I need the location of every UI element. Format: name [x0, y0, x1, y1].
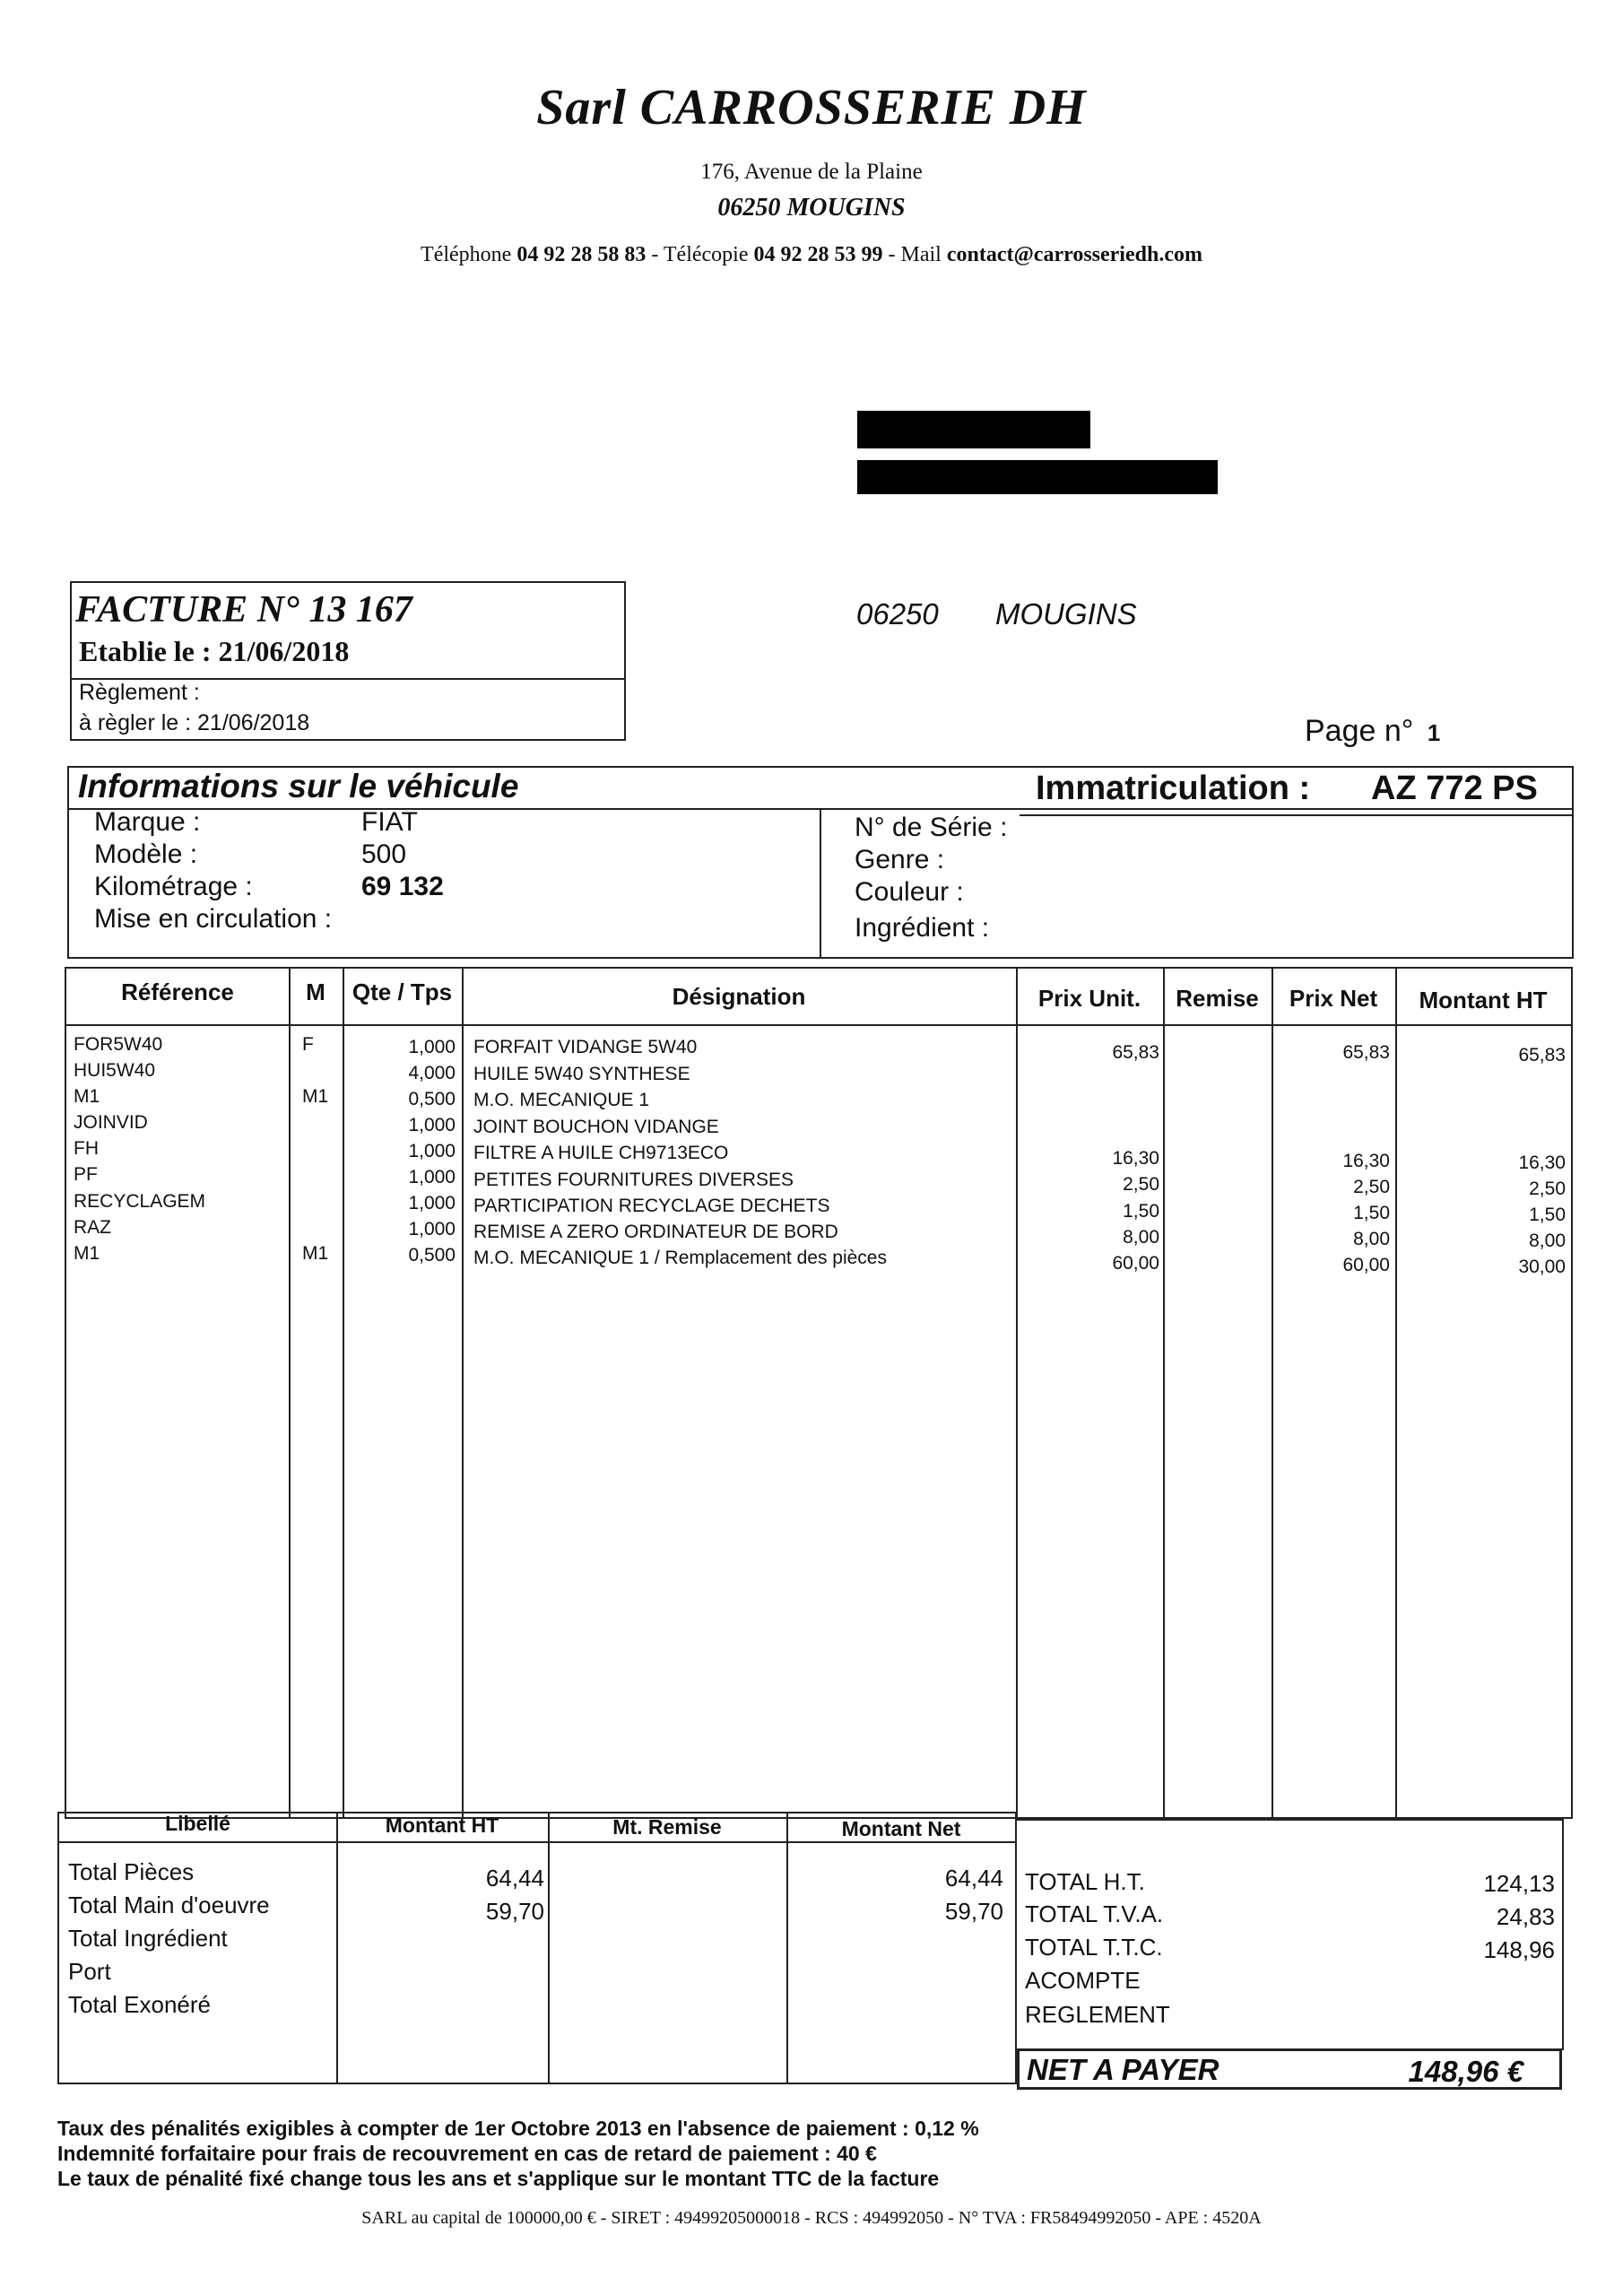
totals-label: TOTAL T.V.A. [1025, 1900, 1164, 1927]
row-designation: HUILE 5W40 SYNTHESE [473, 1064, 690, 1084]
row-prix-unit: 1,50 [1123, 1201, 1159, 1222]
summary-label: Total Main d'oeuvre [68, 1892, 270, 1918]
row-m: M1 [302, 1243, 329, 1264]
header-remise: Remise [1176, 985, 1259, 1012]
row-designation: M.O. MECANIQUE 1 [473, 1090, 650, 1110]
row-qte: 4,000 [408, 1063, 456, 1083]
page-label: Page n° [1305, 714, 1414, 748]
row-prix-unit: 60,00 [1112, 1253, 1159, 1274]
lines-header-divider [66, 1024, 1571, 1026]
vehicle-section-title: Informations sur le véhicule [78, 768, 519, 804]
row-designation: JOINT BOUCHON VIDANGE [473, 1117, 719, 1137]
row-designation: M.O. MECANIQUE 1 / Remplacement des pièces [473, 1248, 887, 1268]
row-designation: FORFAIT VIDANGE 5W40 [473, 1037, 698, 1057]
recipient-postcode: 06250 [856, 597, 939, 631]
row-ref: JOINVID [74, 1112, 148, 1133]
row-qte: 0,500 [408, 1089, 456, 1109]
summary-col-line-2 [548, 1813, 550, 2083]
row-montant-ht: 65,83 [1518, 1045, 1566, 1065]
page-value: 1 [1427, 719, 1441, 746]
net-a-payer-value: 148,96 € [1408, 2055, 1523, 2088]
summary-label: Total Pièces [68, 1858, 195, 1885]
company-address-line1: 176, Avenue de la Plaine [700, 160, 923, 184]
km-value: 69 132 [361, 872, 444, 901]
row-ref: FOR5W40 [74, 1034, 163, 1055]
row-m: F [302, 1034, 314, 1055]
redaction-bar-2 [857, 460, 1218, 494]
fax-value: 04 92 28 53 99 [753, 243, 883, 266]
invoice-box [70, 581, 626, 741]
penalty-change-note: Le taux de pénalité fixé change tous les ans et s'applique sur le montant TTC de la facture [57, 2167, 940, 2190]
modele-value: 500 [361, 839, 407, 869]
summary-header-montant-net: Montant Net [841, 1817, 961, 1840]
header-m: M [306, 978, 325, 1005]
row-prix-net: 1,50 [1353, 1203, 1390, 1223]
row-qte: 1,000 [408, 1193, 456, 1213]
marque-value: FIAT [361, 807, 418, 837]
serie-label: N° de Série : [855, 813, 1008, 842]
couleur-label: Couleur : [855, 877, 964, 907]
km-label: Kilométrage : [94, 872, 253, 901]
row-prix-unit: 8,00 [1123, 1227, 1159, 1248]
penalty-rate-note: Taux des pénalités exigibles à compter de 1er Octobre 2013 en l'absence de paiement : 0,12 % [57, 2117, 979, 2140]
row-ref: M1 [74, 1243, 100, 1264]
totals-value: 124,13 [1483, 1870, 1555, 1897]
col-line-m [289, 969, 291, 1817]
row-ref: PF [74, 1164, 98, 1185]
immat-value: AZ 772 PS [1371, 770, 1538, 807]
totals-label: TOTAL T.T.C. [1025, 1934, 1163, 1961]
col-line-remise [1163, 969, 1165, 1817]
col-line-pu [1016, 969, 1018, 1817]
row-designation: REMISE A ZERO ORDINATEUR DE BORD [473, 1222, 838, 1242]
row-m: M1 [302, 1086, 329, 1107]
row-montant-ht: 2,50 [1529, 1178, 1566, 1199]
summary-header-montant-ht: Montant HT [385, 1813, 499, 1837]
mail-value: contact@carrosseriedh.com [946, 243, 1202, 266]
col-line-pn [1271, 969, 1273, 1817]
company-contact-line [0, 243, 1623, 267]
row-qte: 1,000 [408, 1141, 456, 1161]
summary-montant-net: 64,44 [944, 1865, 1003, 1892]
row-designation: FILTRE A HUILE CH9713ECO [473, 1143, 729, 1163]
summary-header-remise: Mt. Remise [612, 1815, 722, 1839]
row-ref: RECYCLAGEM [74, 1191, 206, 1212]
summary-label: Total Exonéré [68, 1991, 211, 2018]
invoice-title: FACTURE N° 13 167 [75, 589, 412, 631]
header-qte: Qte / Tps [352, 978, 453, 1005]
recovery-fee-note: Indemnité forfaitaire pour frais de recouvrement en cas de retard de paiement : 40 € [57, 2142, 877, 2165]
reglement-label: Règlement : [79, 680, 200, 705]
totals-label: TOTAL H.T. [1025, 1868, 1145, 1895]
summary-header-divider [59, 1841, 1015, 1843]
legal-mentions: SARL au capital de 100000,00 € - SIRET : 49499205000018 - RCS : 494992050 - N° TVA : FR58494992050 - APE : 4520A [361, 2208, 1262, 2228]
row-montant-ht: 1,50 [1529, 1205, 1566, 1225]
recipient-city: MOUGINS [995, 597, 1137, 631]
modele-label: Modèle : [94, 839, 198, 869]
row-montant-ht: 16,30 [1518, 1152, 1566, 1173]
net-a-payer-label: NET A PAYER [1027, 2053, 1219, 2086]
summary-montant-ht: 59,70 [485, 1898, 544, 1925]
row-designation: PETITES FOURNITURES DIVERSES [473, 1170, 794, 1190]
row-montant-ht: 30,00 [1518, 1257, 1566, 1277]
col-line-des [462, 969, 464, 1817]
row-prix-unit: 2,50 [1123, 1174, 1159, 1195]
row-prix-net: 16,30 [1342, 1151, 1390, 1171]
header-reference: Référence [121, 978, 234, 1005]
col-line-mht [1395, 969, 1397, 1817]
ingredient-label: Ingrédient : [855, 913, 990, 943]
marque-label: Marque : [94, 807, 201, 837]
net-a-payer-box [1017, 2048, 1562, 2090]
row-prix-net: 2,50 [1353, 1177, 1390, 1197]
header-prix-net: Prix Net [1289, 985, 1378, 1012]
header-designation: Désignation [672, 983, 806, 1010]
mail-label: - Mail [882, 243, 947, 266]
summary-montant-ht: 64,44 [485, 1865, 544, 1892]
lines-table [65, 967, 1573, 1819]
due-date: à règler le : 21/06/2018 [79, 710, 310, 735]
company-address-line2: 06250 MOUGINS [717, 194, 906, 222]
summary-label: Port [68, 1958, 111, 1985]
summary-col-line-3 [786, 1813, 788, 2083]
vehicle-col-divider [820, 808, 821, 957]
row-ref: RAZ [74, 1217, 111, 1238]
mise-circulation-label: Mise en circulation : [94, 904, 333, 934]
row-designation: PARTICIPATION RECYCLAGE DECHETS [473, 1196, 830, 1216]
row-prix-unit: 16,30 [1112, 1148, 1159, 1169]
summary-header-libelle: Libellé [165, 1812, 230, 1835]
invoice-date: Etablie le : 21/06/2018 [79, 635, 350, 667]
row-prix-unit: 65,83 [1112, 1042, 1159, 1063]
row-ref: FH [74, 1138, 99, 1159]
row-prix-net: 8,00 [1353, 1229, 1390, 1249]
company-name: Sarl CARROSSERIE DH [536, 80, 1087, 135]
totals-label: REGLEMENT [1025, 2001, 1170, 2028]
totals-value: 24,83 [1496, 1903, 1555, 1930]
summary-label: Total Ingrédient [68, 1925, 228, 1952]
immat-label: Immatriculation : [1036, 770, 1311, 807]
genre-label: Genre : [855, 845, 945, 874]
vehicle-box [67, 766, 1574, 959]
header-prix-unit: Prix Unit. [1037, 985, 1141, 1012]
row-qte: 1,000 [408, 1115, 456, 1135]
row-qte: 1,000 [408, 1219, 456, 1239]
totals-value: 148,96 [1483, 1936, 1555, 1963]
row-prix-net: 65,83 [1342, 1042, 1390, 1063]
row-qte: 0,500 [408, 1245, 456, 1265]
tel-label: Téléphone [421, 243, 517, 266]
row-montant-ht: 8,00 [1529, 1231, 1566, 1251]
totals-label: ACOMPTE [1025, 1967, 1141, 1994]
summary-col-line-1 [336, 1813, 338, 2083]
immat-underline [1020, 814, 1572, 816]
summary-montant-net: 59,70 [944, 1898, 1003, 1925]
header-montant-ht: Montant HT [1419, 987, 1548, 1013]
redaction-bar-1 [857, 411, 1090, 448]
fax-label: - Télécopie [646, 243, 754, 266]
row-qte: 1,000 [408, 1037, 456, 1057]
row-ref: M1 [74, 1086, 100, 1107]
row-qte: 1,000 [408, 1167, 456, 1187]
tel-value: 04 92 28 58 83 [516, 243, 647, 266]
row-ref: HUI5W40 [74, 1060, 156, 1081]
page-number [1305, 714, 1440, 749]
row-prix-net: 60,00 [1342, 1255, 1390, 1275]
